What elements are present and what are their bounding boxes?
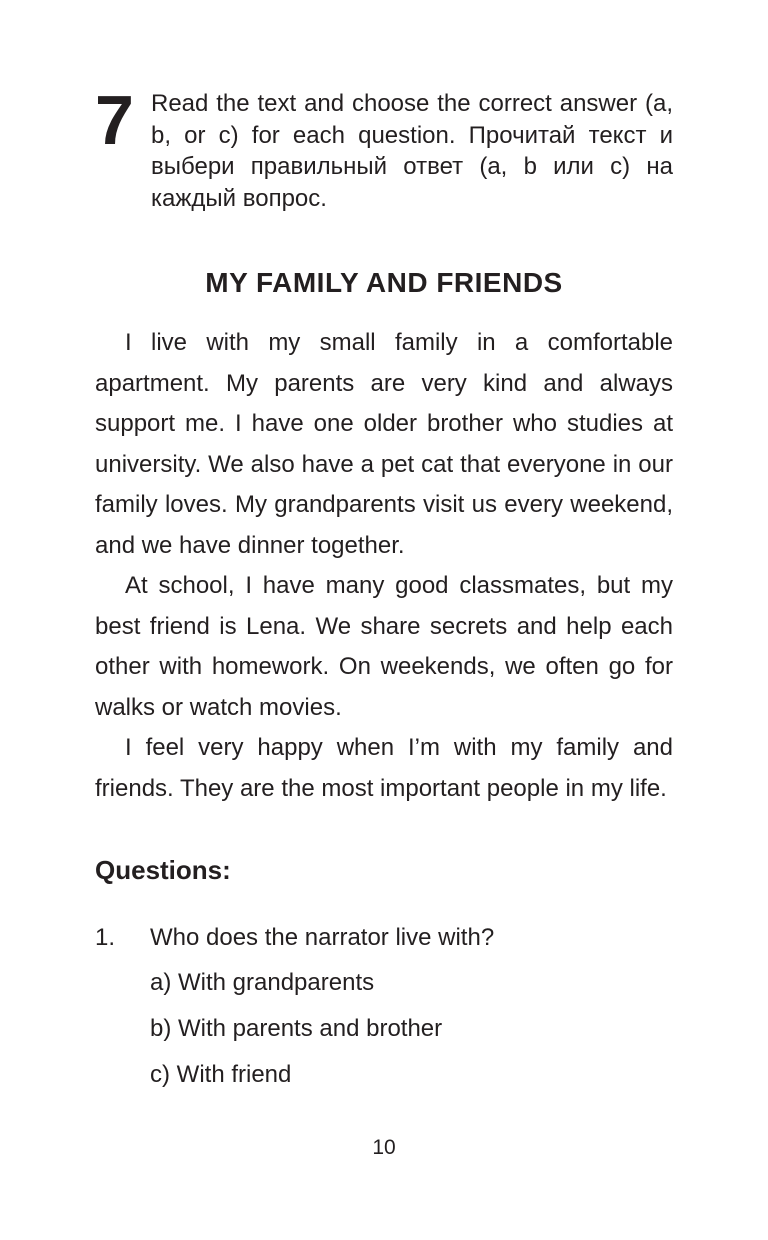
question-number: 1. — [95, 924, 116, 951]
reading-paragraph-2: At school, I have many good classmates, but my best friend is Lena. We share secrets and help each other with homework. On weekends, we often go for walks or watch movies. — [95, 572, 673, 721]
answer-option-b: b) With parents and brother — [150, 1015, 443, 1042]
questions-list — [95, 915, 673, 1098]
reading-paragraph-3: I feel very happy when I’m with my family and friends. They are the most important people in my life. — [95, 734, 673, 802]
exercise-number: 7 — [95, 81, 132, 159]
question-item-1 — [95, 915, 673, 1098]
page-number: 10 — [372, 1136, 396, 1159]
page-footer — [0, 1136, 768, 1160]
reading-title: MY FAMILY AND FRIENDS — [205, 267, 563, 298]
answer-option-a: a) With grandparents — [150, 969, 375, 996]
answer-options — [150, 960, 673, 1098]
questions-heading: Questions: — [95, 855, 231, 885]
reading-paragraph-1: I live with my small family in a comfortable apartment. My parents are very kind and always support me. I have one older brother who studies at university. We also have a pet cat that everyone in our family loves. My grandparents visit us every weekend, and we have dinner together. — [95, 329, 673, 559]
reading-text — [95, 323, 673, 809]
answer-option-c: c) With friend — [150, 1061, 292, 1088]
exercise-header — [95, 81, 673, 214]
question-text: Who does the narrator live with? — [150, 924, 495, 951]
question-body — [150, 915, 673, 1098]
exercise-instruction: Read the text and choose the correct answer (a, b, or c) for each question. Прочитай текст и выбери правильный ответ (a, b или c) на каждый вопрос. — [151, 90, 673, 212]
